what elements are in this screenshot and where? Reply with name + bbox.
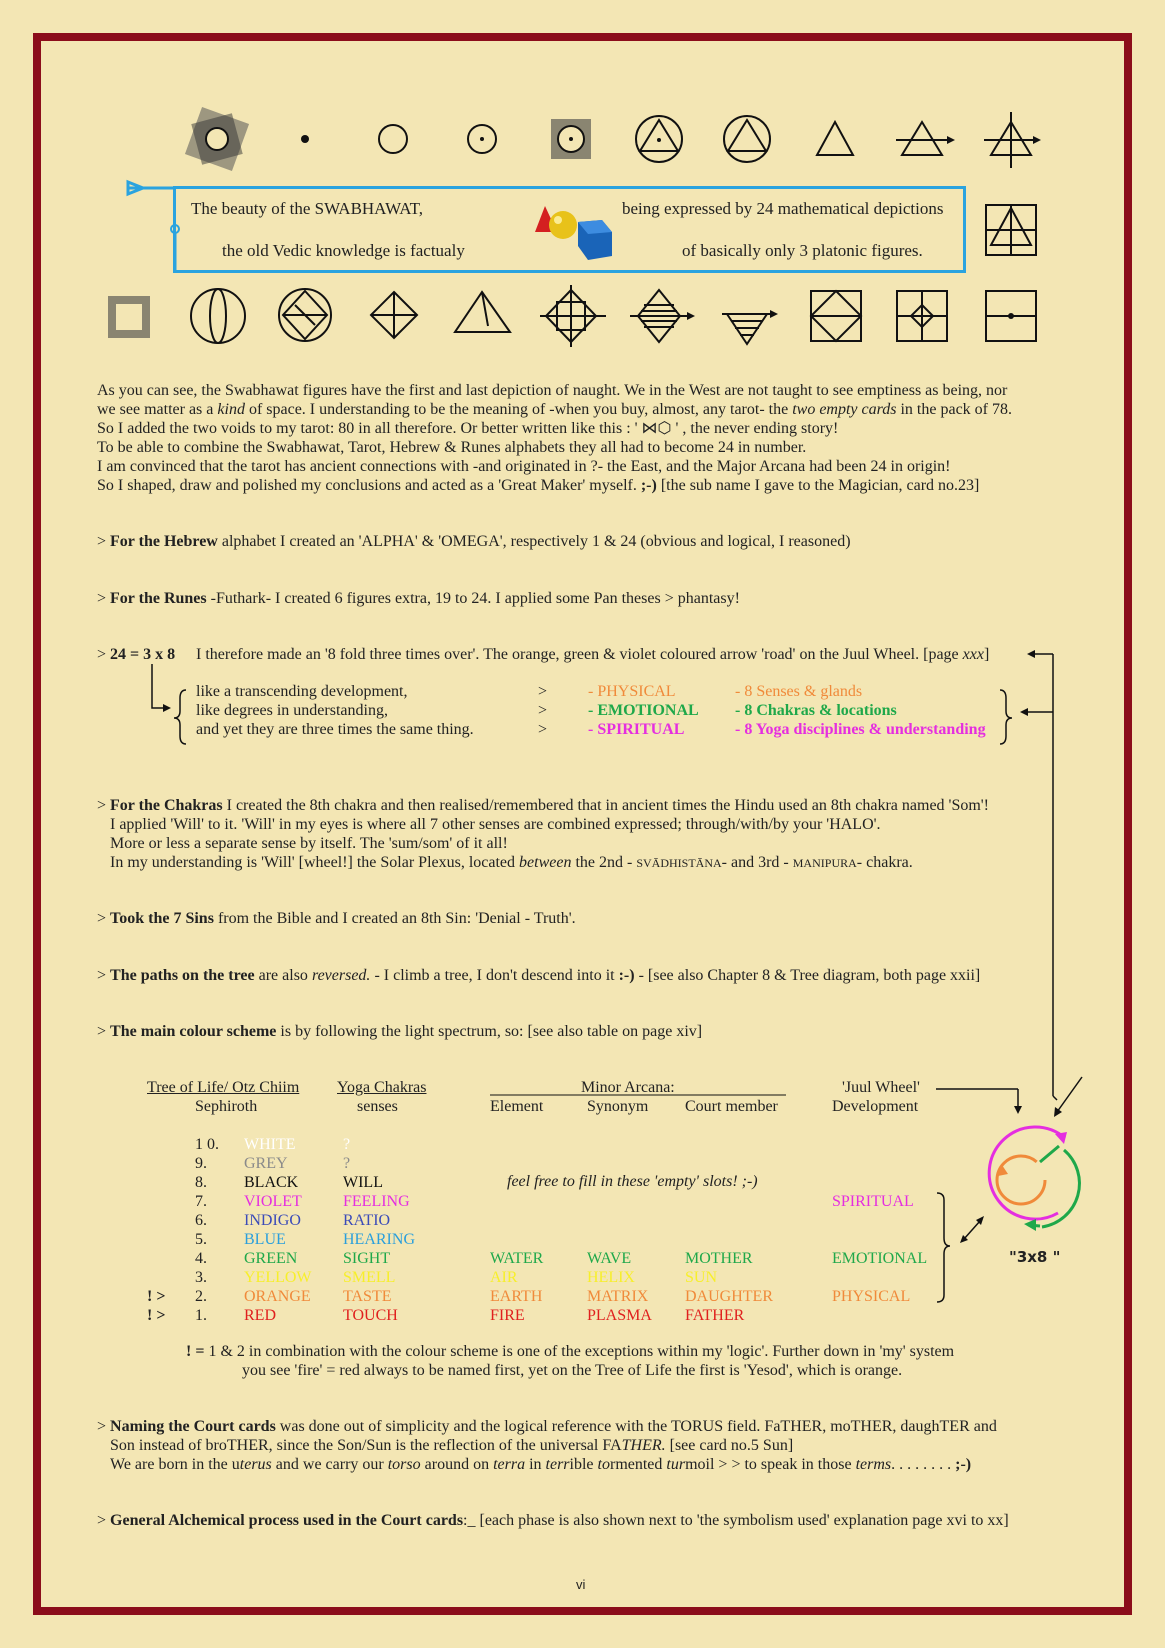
table-row-sense: SIGHT [343,1250,391,1267]
header-sephiroth: Sephiroth [195,1098,258,1115]
table-row-synonym: PLASMA [587,1307,652,1324]
fold-row-2-detail: - 8 Chakras & locations [735,702,897,719]
fold-row-2-type: - EMOTIONAL [588,702,699,719]
table-row-element: AIR [490,1269,518,1286]
intro-line-3: So I added the two voids to my tarot: 80 in all therefore. Or better written like this : ' ⋈⬡ ' , the never ending story! [97,420,839,437]
header-court-member: Court member [685,1098,778,1115]
intro-line-6: So I shaped, draw and polished my conclusions and acted as a 'Great Maker' myself. ;-) [the sub name I gave to the Magician, card no.23] [97,477,980,494]
chakras-line-2: I applied 'Will' to it. 'Will' in my eyes is where all 7 other senses are combined expressed; through/with/by your 'HALO'. [110,816,881,833]
table-row-number: 8. [195,1174,207,1191]
intro-line-4: To be able to combine the Swabhawat, Tarot, Hebrew & Runes alphabets they all had to become 24 in number. [97,439,807,456]
chakras-line-1: > For the Chakras I created the 8th chakra and then realised/remembered that in ancient times the Hindu used an 8th chakra named 'Som'! [97,797,989,814]
page-number: vi [576,1577,586,1592]
fold-row-1-arrow: > [538,683,548,700]
table-row-number: 3. [195,1269,207,1286]
banner-right-line2: of basically only 3 platonic figures. [682,241,923,260]
table-row-sense: TASTE [343,1288,392,1305]
intro-line-1: As you can see, the Swabhawat figures have the first and last depiction of naught. We in the West are not taught to see emptiness as being, nor [97,382,1008,399]
court-line-1: > Naming the Court cards was done out of simplicity and the logical reference with the TORUS field. FaTHER, moTHER, daughTER and [97,1418,997,1435]
chakras-line-3: More or less a separate sense by itself. The 'sum/som' of it all! [110,835,508,852]
table-row-synonym: MATRIX [587,1288,649,1305]
table-row-development: PHYSICAL [832,1288,911,1305]
table-row-number: 1. [195,1307,207,1324]
alchemy-line: > General Alchemical process used in the Court cards:_ [each phase is also shown next to 'the symbolism used' explanation page xvi to xx] [97,1512,1009,1529]
header-element: Element [490,1098,544,1115]
header-development: Development [832,1098,919,1115]
table-row-development: EMOTIONAL [832,1250,928,1267]
table-row-element: FIRE [490,1307,525,1324]
fold-row-3-detail: - 8 Yoga disciplines & understanding [735,721,986,738]
table-row-colour: VIOLET [244,1193,302,1210]
court-line-2: Son instead of broTHER, since the Son/Sun is the reflection of the universal FATHER. [see card no.5 Sun] [110,1437,794,1454]
court-line-3: We are born in the uterus and we carry our torso around on terra in terrible tormented turmoil > > to speak in those terms. . . . . . . . ;-) [110,1456,972,1473]
hebrew-line: > For the Hebrew alphabet I created an 'ALPHA' & 'OMEGA', respectively 1 & 24 (obvious and logical, I reasoned) [97,533,851,550]
header-synonym: Synonym [587,1098,649,1115]
header-yoga-chakras: Yoga Chakras [337,1079,427,1096]
chakras-line-4: In my understanding is 'Will' [wheel!] the Solar Plexus, located between the 2nd - SVĀDHISTĀNA- and 3rd - MANIPURA- chakra. [110,854,913,871]
table-row-sense: FEELING [343,1193,410,1210]
table-row-development: SPIRITUAL [832,1193,914,1210]
banner-left-line2: the old Vedic knowledge is factualy [222,241,465,260]
fold-row-2-text: like degrees in understanding, [196,702,388,719]
intro-line-5: I am convinced that the tarot has ancient connections with -and originated in ?- the East, and the Major Arcana had been 24 in origin! [97,458,951,475]
fold-row-1-type: - PHYSICAL [588,683,676,700]
exception-line-2: you see 'fire' = red always to be named first, yet on the Tree of Life the first is 'Yesod', which is orange. [242,1362,903,1379]
fold-row-2-arrow: > [538,702,548,719]
fold-row-3-type: - SPIRITUAL [588,721,685,738]
fold-text: I therefore made an '8 fold three times over'. The orange, green & violet coloured arrow 'road' on the Juul Wheel. [page xxx] [196,646,990,663]
fold-row-3-text: and yet they are three times the same thing. [196,721,474,738]
table-row-sense: ? [343,1155,351,1172]
table-row-mark: ! > [147,1307,166,1324]
table-row-sense: TOUCH [343,1307,398,1324]
table-row-colour: YELLOW [244,1269,312,1286]
intro-line-2: we see matter as a kind of space. I understanding to be the meaning of -when you buy, almost, any tarot- the two empty cards in the pack of 78. [97,401,1013,418]
table-row-element: EARTH [490,1288,543,1305]
runes-line: > For the Runes -Futhark- I created 6 figures extra, 19 to 24. I applied some Pan theses > phantasy! [97,590,740,607]
table-row-element: WATER [490,1250,544,1267]
label-3x8: "3x8 " [1009,1248,1061,1266]
table-row-colour: BLUE [244,1231,286,1248]
exception-line-1: ! = 1 & 2 in combination with the colour scheme is one of the exceptions within my 'logic'. Further down in 'my' system [186,1343,955,1360]
table-row-number: 6. [195,1212,207,1229]
table-row-number: 2. [195,1288,207,1305]
header-juul-wheel: 'Juul Wheel' [842,1079,920,1096]
paths-line: > The paths on the tree are also reversed. - I climb a tree, I don't descend into it :-) - [see also Chapter 8 & Tree diagram, both page xxii] [97,967,981,984]
fold-row-1-text: like a transcending development, [196,683,408,700]
table-row-colour: ORANGE [244,1288,311,1305]
table-row-number: 5. [195,1231,207,1248]
table-row-sense: HEARING [343,1231,415,1248]
fold-row-3-arrow: > [538,721,548,738]
colour-scheme-line: > The main colour scheme is by following the light spectrum, so: [see also table on page xiv] [97,1023,703,1040]
table-row-sense: SMELL [343,1269,396,1286]
table-row-synonym: HELIX [587,1269,635,1286]
empty-slots-note: feel free to fill in these 'empty' slots! ;-) [507,1173,758,1190]
table-row-colour: RED [244,1307,276,1324]
header-senses: senses [357,1098,398,1115]
table-row-mark: ! > [147,1288,166,1305]
table-row-court: SUN [685,1269,718,1286]
table-row-colour: WHITE [244,1136,296,1153]
sins-line: > Took the 7 Sins from the Bible and I created an 8th Sin: 'Denial - Truth'. [97,910,576,927]
table-row-sense: WILL [343,1174,383,1191]
table-row-number: 7. [195,1193,207,1210]
table-row-court: MOTHER [685,1250,753,1267]
banner-right-line1: being expressed by 24 mathematical depictions [622,199,944,218]
fold-lead: > 24 = 3 x 8 [97,646,176,663]
table-row-court: FATHER [685,1307,745,1324]
table-row-number: 9. [195,1155,207,1172]
header-minor-arcana: Minor Arcana: [581,1079,675,1096]
table-row-number: 1 0. [195,1136,219,1153]
table-row-colour: GREEN [244,1250,298,1267]
table-row-colour: GREY [244,1155,288,1172]
table-row-colour: BLACK [244,1174,299,1191]
table-row-number: 4. [195,1250,207,1267]
banner-left-line1: The beauty of the SWABHAWAT, [191,199,424,218]
table-row-court: DAUGHTER [685,1288,773,1305]
fold-row-1-detail: - 8 Senses & glands [735,683,863,700]
header-tree-of-life: Tree of Life/ Otz Chiim [147,1079,300,1096]
table-row-colour: INDIGO [244,1212,301,1229]
table-row-sense: RATIO [343,1212,391,1229]
table-row-sense: ? [343,1136,351,1153]
table-row-synonym: WAVE [587,1250,632,1267]
